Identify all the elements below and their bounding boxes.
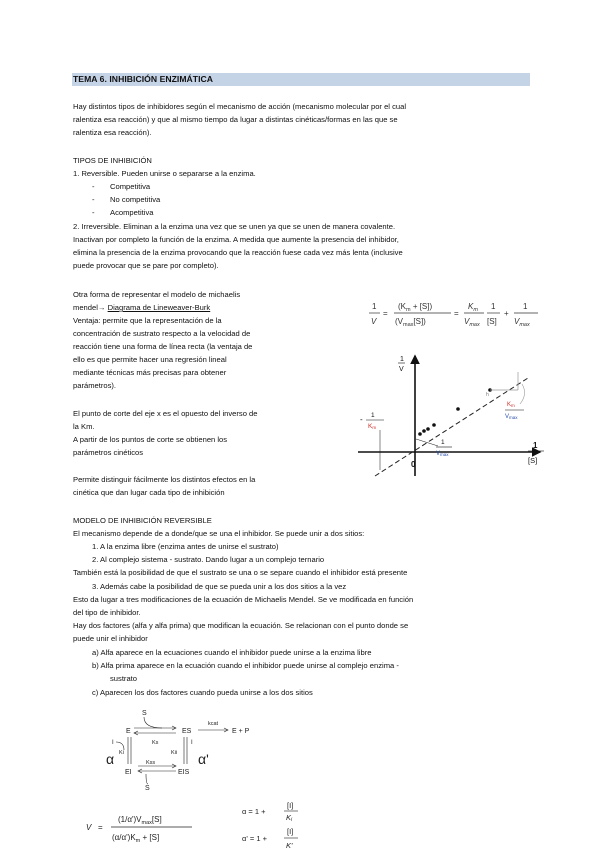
lineweaver-burk-link[interactable]: Diagrama de Lineweaver-Burk (107, 303, 211, 312)
bullet-item: No competitiva (110, 195, 161, 204)
y-label-num: 1 (400, 356, 404, 363)
scheme-s-top: S (142, 710, 147, 717)
scheme-products: E + P (232, 728, 250, 735)
regression-line (375, 378, 528, 476)
scheme-s-bottom: S (145, 785, 150, 792)
svg-text:(1/α')Vmax[S]: $(1/\alpha')V_{max}[S]$ (118, 815, 162, 826)
lb-line (73, 303, 210, 313)
modelo-subitem: a) Alfa aparece en la ecuaciones cuando el inhibidor puede unirse a la enzima libre (92, 648, 372, 657)
modelo-line: Hay dos factores (alfa y alfa prima) que modifican la ecuación. Se relacionan con el punto donde se (73, 621, 409, 630)
svg-text:1: 1 (491, 302, 496, 311)
scheme-kcat: kcat (208, 721, 219, 727)
scheme-i-right: I (191, 740, 193, 746)
svg-text:(α/α')Km + [S]: $(\alpha/\alpha')K_m + [S]$ (112, 833, 160, 844)
bullet-item: Competitiva (110, 182, 151, 191)
svg-text:(Vmax[S]): $(V_{max}[S])$ (395, 317, 426, 328)
irreversible-line: Inactivan por completo la función de la enzima. A medida que aumente la presencia del inhibidor, (73, 235, 399, 244)
svg-text:+: + (504, 309, 509, 318)
intro-line: Hay distintos tipos de inhibidores según el mecanismo de acción (mecanismo molecular por el cual (73, 102, 407, 111)
corte-line: El punto de corte del eje x es el opuesto del inverso de (73, 409, 258, 418)
svg-text:[I]: [I] (287, 801, 294, 810)
irreversible-line: elimina la presencia de la enzima provocando que la reacción fuese cada vez más lenta (inclusive (73, 248, 403, 257)
scheme-e: E (126, 728, 131, 735)
corte-line: A partir de los puntos de corte se obtienen los (73, 435, 228, 444)
modelo-line: del tipo de inhibidor. (73, 608, 141, 617)
slope-num: Km (507, 402, 515, 408)
modelo-subitem: sustrato (110, 674, 138, 683)
reversible-line: 1. Reversible. Pueden unirse o separarse a la enzima. (73, 169, 256, 178)
page-title: TEMA 6. INHIBICIÓN ENZIMÁTICA (73, 74, 214, 84)
svg-text:Km: $K_m$ (468, 302, 478, 313)
data-point (456, 407, 460, 411)
intercept-num: 1 (441, 439, 445, 446)
slope-den: Vmax (505, 414, 518, 420)
lb-prefix: mendel→ (73, 303, 108, 312)
modelo-subitem: c) Aparecen los dos factores cuando pueda unirse a los dos sitios (92, 688, 313, 697)
ventaja-line: mediante técnicas más precisas para obtener (73, 368, 227, 377)
ventaja-line: concentración de sustrato respecto a la velocidad de (73, 329, 251, 338)
modelo-line: El mecanismo depende de a donde/que se una el inhibidor. Se puede unir a dos sitios: (73, 529, 365, 538)
neg-sign: - (360, 415, 363, 424)
svg-text:=: = (98, 823, 103, 832)
ventaja-line: parámetros). (73, 381, 117, 390)
scheme-alpha-prime: α' (198, 751, 209, 767)
modelo-item: 2. Al complejo sistema - sustrato. Dando lugar a un complejo ternario (92, 555, 325, 564)
modelo-item: 1. A la enzima libre (enzima antes de unirse el sustrato) (92, 542, 279, 551)
reaction-scheme (96, 706, 296, 796)
svg-text:Vmax: $V_{max}$ (514, 317, 530, 328)
svg-text:Ki: Ki (286, 813, 293, 823)
data-point (426, 427, 430, 431)
scheme-es: ES (182, 728, 192, 735)
scheme-kss: Kss (146, 760, 156, 766)
bullet-dash: - (92, 182, 95, 191)
svg-text:=: = (454, 309, 459, 318)
ventaja-line: ello es que permite hacer una regresión lineal (73, 355, 227, 364)
scheme-alpha: α (106, 751, 115, 767)
svg-text:[S]: [S] (487, 317, 497, 326)
svg-text:1: 1 (372, 302, 377, 311)
modelo-line: puede unir el inhibidor (73, 634, 148, 643)
svg-text:α' = 1 +: α' = 1 + (242, 834, 267, 843)
intro-line: ralentiza esa reacción). (73, 128, 152, 137)
modelo-line: También está la posibilidad de que el sustrato se una o se separe cuando el inhibidor está presente (73, 568, 408, 577)
svg-text:(Km + [S]): $(K_m + [S])$ (398, 302, 433, 313)
svg-text:V: V (86, 823, 92, 832)
intercept-den: Vmax (436, 451, 449, 457)
scheme-ki: Ki (119, 750, 124, 756)
scheme-ks: Ks (152, 740, 159, 746)
origin-label: 0 (411, 460, 416, 469)
data-point (418, 432, 422, 436)
bullet-item: Acompetitiva (110, 208, 154, 217)
neg-km-num: 1 (371, 412, 375, 419)
scheme-eis: EIS (178, 769, 190, 776)
alpha-definitions (240, 798, 320, 848)
distinguir-line: Permite distinguir fácilmente los distintos efectos en la (73, 475, 256, 484)
y-label-den: V (399, 366, 404, 373)
scheme-kii: Kii (171, 750, 178, 756)
intro-line: ralentiza esa reacción) y que al mismo tiempo da lugar a distintas cinéticas/formas en las que se (73, 115, 398, 124)
svg-text:[I]: [I] (287, 827, 294, 836)
svg-text:K': K' (286, 841, 293, 848)
modelo-subitem: b) Alfa prima aparece en la ecuación cuando el inhibidor puede unirse al complejo enzima - (92, 661, 399, 670)
lb-line: Otra forma de representar el modelo de michaelis (73, 290, 241, 299)
irreversible-line: puede provocar que se pare por completo). (73, 261, 219, 270)
svg-text:Vmax: $V_{max}$ (464, 317, 480, 328)
svg-text:1: 1 (523, 302, 528, 311)
section-heading-tipos: TIPOS DE INHIBICIÓN (73, 156, 152, 165)
data-point (432, 423, 436, 427)
ventaja-line: reacción tiene una forma de línea recta (la ventaja de (73, 342, 253, 351)
svg-text:α = 1 +: α = 1 + (242, 807, 266, 816)
scheme-i-left: I (112, 740, 114, 746)
bullet-dash: - (92, 195, 95, 204)
bullet-dash: - (92, 208, 95, 217)
section-heading-modelo: MODELO DE INHIBICIÓN REVERSIBLE (73, 516, 212, 525)
modelo-item: 3. Además cabe la posibilidad de que se pueda unir a los dos sitios a la vez (92, 582, 347, 591)
lineweaver-burk-graph (350, 348, 550, 480)
svg-text:=: = (383, 309, 388, 318)
velocity-equation (84, 800, 209, 848)
modelo-line: Esto da lugar a tres modificaciones de la ecuación de Michaelis Mendel. Se ve modificada en función (73, 595, 414, 604)
corte-line: parámetros cinéticos (73, 448, 144, 457)
corte-line: la Km. (73, 422, 95, 431)
svg-text:V: V (371, 317, 377, 326)
x-label-den: [S] (528, 456, 538, 465)
x-label-num: 1 (533, 441, 538, 450)
ventaja-line: Ventaja: permite que la representación de la (73, 316, 222, 325)
scheme-ei: EI (125, 769, 132, 776)
data-point (422, 429, 426, 433)
lineweaver-burk-equation (368, 296, 543, 332)
neg-km-den: Km (368, 423, 377, 430)
small-label: h (486, 392, 489, 398)
distinguir-line: cinética que dan lugar cada tipo de inhibición (73, 488, 225, 497)
irreversible-line: 2. Irreversible. Eliminan a la enzima una vez que se unen ya que se unen de manera covalente. (73, 222, 396, 231)
